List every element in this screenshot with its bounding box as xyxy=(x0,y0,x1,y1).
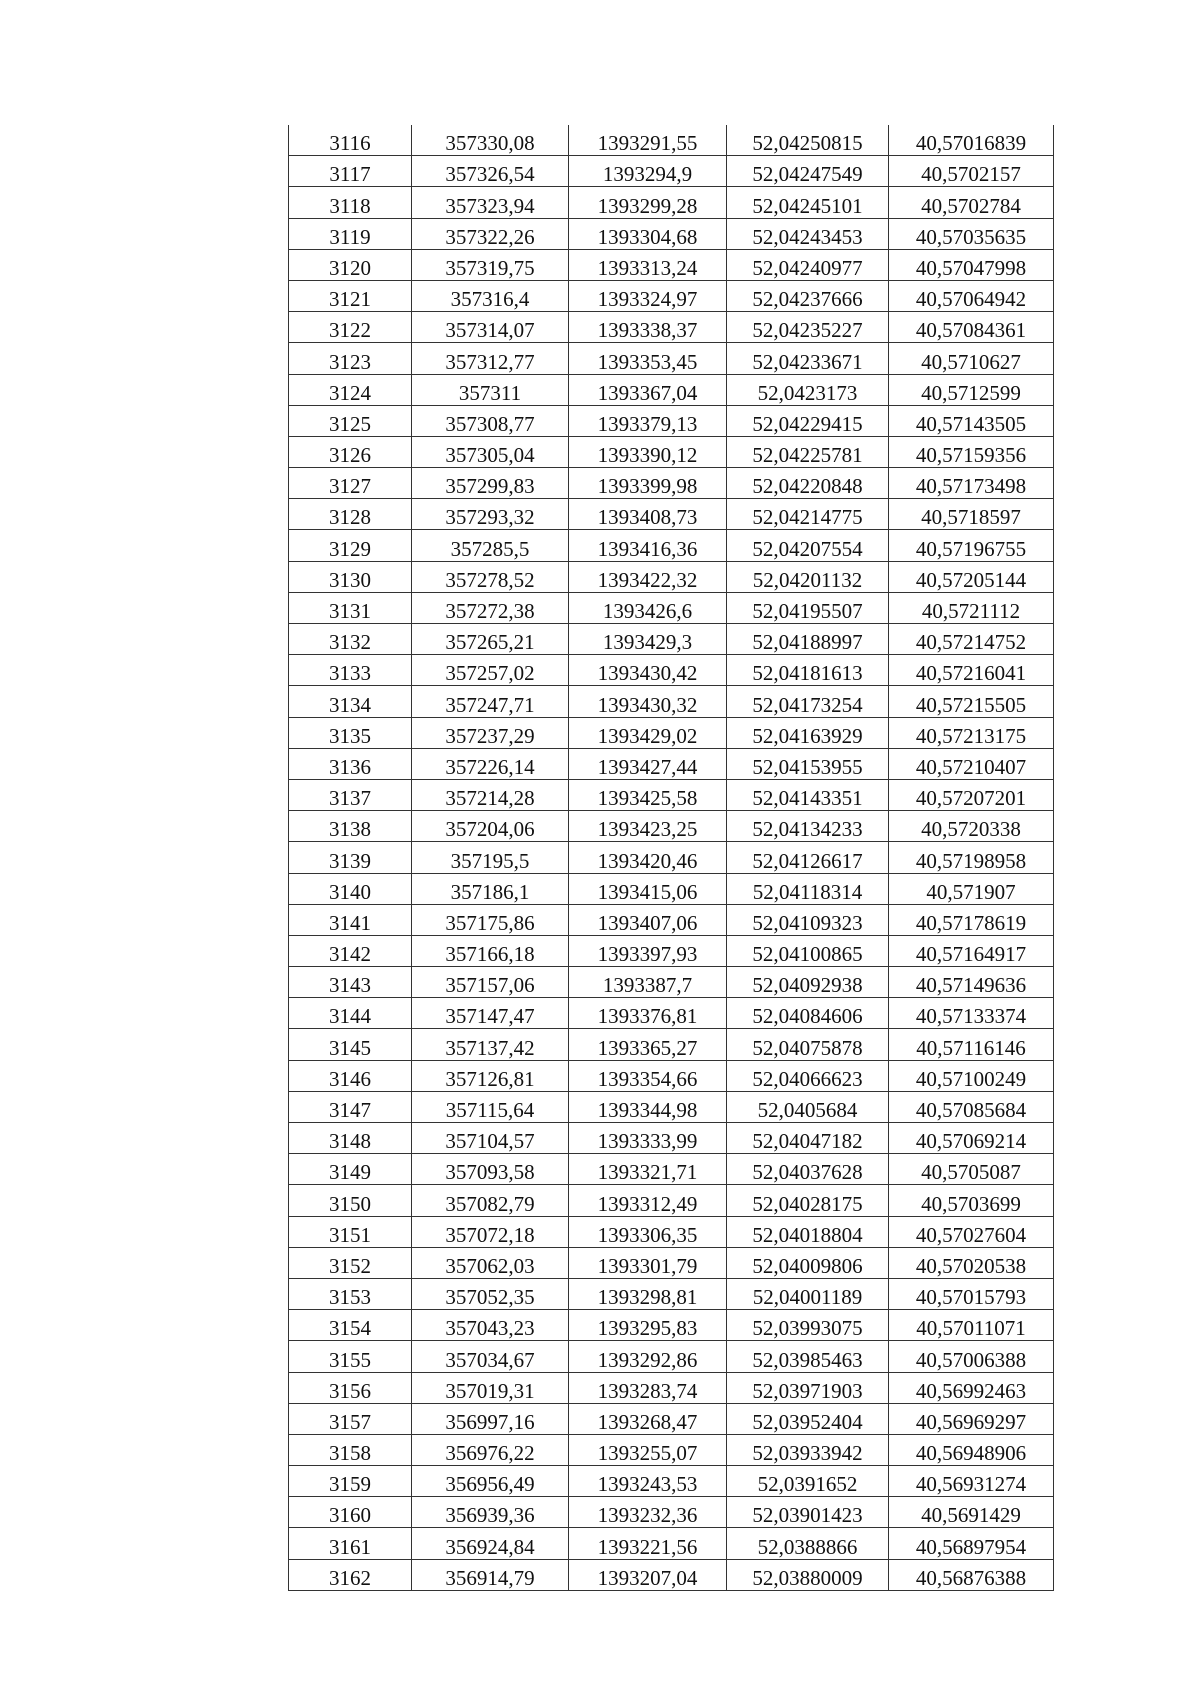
x-coordinate-cell: 356924,84 xyxy=(412,1528,569,1559)
point-number-cell: 3124 xyxy=(289,374,412,405)
point-number-cell: 3128 xyxy=(289,499,412,530)
latitude-cell: 52,04018804 xyxy=(727,1216,889,1247)
table-row xyxy=(289,1060,1054,1091)
x-coordinate-cell: 357186,1 xyxy=(412,873,569,904)
longitude-cell: 40,57214752 xyxy=(889,624,1054,655)
longitude-cell: 40,57084361 xyxy=(889,312,1054,343)
y-coordinate-cell: 1393416,36 xyxy=(569,530,727,561)
table-row xyxy=(289,280,1054,311)
point-number-cell: 3117 xyxy=(289,156,412,187)
longitude-cell: 40,5703699 xyxy=(889,1185,1054,1216)
table-row xyxy=(289,187,1054,218)
point-number-cell: 3152 xyxy=(289,1247,412,1278)
latitude-cell: 52,04037628 xyxy=(727,1154,889,1185)
point-number-cell: 3140 xyxy=(289,873,412,904)
latitude-cell: 52,04243453 xyxy=(727,218,889,249)
point-number-cell: 3126 xyxy=(289,436,412,467)
table-row xyxy=(289,405,1054,436)
y-coordinate-cell: 1393429,3 xyxy=(569,624,727,655)
point-number-cell: 3119 xyxy=(289,218,412,249)
point-number-cell: 3123 xyxy=(289,343,412,374)
y-coordinate-cell: 1393415,06 xyxy=(569,873,727,904)
table-row xyxy=(289,156,1054,187)
longitude-cell: 40,57178619 xyxy=(889,904,1054,935)
longitude-cell: 40,5702157 xyxy=(889,156,1054,187)
latitude-cell: 52,04066623 xyxy=(727,1060,889,1091)
latitude-cell: 52,04220848 xyxy=(727,468,889,499)
y-coordinate-cell: 1393426,6 xyxy=(569,592,727,623)
latitude-cell: 52,04237666 xyxy=(727,280,889,311)
x-coordinate-cell: 357312,77 xyxy=(412,343,569,374)
latitude-cell: 52,03901423 xyxy=(727,1497,889,1528)
table-row xyxy=(289,1434,1054,1465)
table-row xyxy=(289,655,1054,686)
point-number-cell: 3148 xyxy=(289,1123,412,1154)
x-coordinate-cell: 357226,14 xyxy=(412,748,569,779)
x-coordinate-cell: 357316,4 xyxy=(412,280,569,311)
table-row xyxy=(289,935,1054,966)
point-number-cell: 3145 xyxy=(289,1029,412,1060)
table-row xyxy=(289,1466,1054,1497)
x-coordinate-cell: 357093,58 xyxy=(412,1154,569,1185)
point-number-cell: 3120 xyxy=(289,249,412,280)
y-coordinate-cell: 1393292,86 xyxy=(569,1341,727,1372)
x-coordinate-cell: 357326,54 xyxy=(412,156,569,187)
x-coordinate-cell: 357308,77 xyxy=(412,405,569,436)
x-coordinate-cell: 356914,79 xyxy=(412,1559,569,1590)
y-coordinate-cell: 1393243,53 xyxy=(569,1466,727,1497)
longitude-cell: 40,57011071 xyxy=(889,1310,1054,1341)
latitude-cell: 52,04118314 xyxy=(727,873,889,904)
latitude-cell: 52,04181613 xyxy=(727,655,889,686)
latitude-cell: 52,04201132 xyxy=(727,561,889,592)
y-coordinate-cell: 1393294,9 xyxy=(569,156,727,187)
table-row xyxy=(289,811,1054,842)
longitude-cell: 40,56931274 xyxy=(889,1466,1054,1497)
longitude-cell: 40,57149636 xyxy=(889,967,1054,998)
table-row xyxy=(289,374,1054,405)
x-coordinate-cell: 357072,18 xyxy=(412,1216,569,1247)
latitude-cell: 52,04225781 xyxy=(727,436,889,467)
y-coordinate-cell: 1393232,36 xyxy=(569,1497,727,1528)
x-coordinate-cell: 357019,31 xyxy=(412,1372,569,1403)
table-row xyxy=(289,1154,1054,1185)
table-row xyxy=(289,249,1054,280)
longitude-cell: 40,57027604 xyxy=(889,1216,1054,1247)
table-row xyxy=(289,436,1054,467)
longitude-cell: 40,5705087 xyxy=(889,1154,1054,1185)
x-coordinate-cell: 357115,64 xyxy=(412,1091,569,1122)
point-number-cell: 3151 xyxy=(289,1216,412,1247)
latitude-cell: 52,04001189 xyxy=(727,1278,889,1309)
table-row xyxy=(289,1341,1054,1372)
x-coordinate-cell: 357195,5 xyxy=(412,842,569,873)
longitude-cell: 40,57207201 xyxy=(889,779,1054,810)
y-coordinate-cell: 1393255,07 xyxy=(569,1434,727,1465)
table-row xyxy=(289,779,1054,810)
longitude-cell: 40,57143505 xyxy=(889,405,1054,436)
x-coordinate-cell: 357247,71 xyxy=(412,686,569,717)
point-number-cell: 3121 xyxy=(289,280,412,311)
y-coordinate-cell: 1393407,06 xyxy=(569,904,727,935)
latitude-cell: 52,04163929 xyxy=(727,717,889,748)
longitude-cell: 40,57198958 xyxy=(889,842,1054,873)
table-row xyxy=(289,717,1054,748)
point-number-cell: 3158 xyxy=(289,1434,412,1465)
y-coordinate-cell: 1393425,58 xyxy=(569,779,727,810)
latitude-cell: 52,04075878 xyxy=(727,1029,889,1060)
y-coordinate-cell: 1393344,98 xyxy=(569,1091,727,1122)
y-coordinate-cell: 1393321,71 xyxy=(569,1154,727,1185)
point-number-cell: 3135 xyxy=(289,717,412,748)
point-number-cell: 3116 xyxy=(289,125,412,156)
longitude-cell: 40,56897954 xyxy=(889,1528,1054,1559)
coordinate-table xyxy=(288,125,1054,1591)
x-coordinate-cell: 357265,21 xyxy=(412,624,569,655)
table-row xyxy=(289,842,1054,873)
table-row xyxy=(289,561,1054,592)
y-coordinate-cell: 1393301,79 xyxy=(569,1247,727,1278)
latitude-cell: 52,04153955 xyxy=(727,748,889,779)
y-coordinate-cell: 1393333,99 xyxy=(569,1123,727,1154)
point-number-cell: 3147 xyxy=(289,1091,412,1122)
x-coordinate-cell: 357082,79 xyxy=(412,1185,569,1216)
point-number-cell: 3132 xyxy=(289,624,412,655)
longitude-cell: 40,57215505 xyxy=(889,686,1054,717)
point-number-cell: 3156 xyxy=(289,1372,412,1403)
point-number-cell: 3159 xyxy=(289,1466,412,1497)
longitude-cell: 40,56969297 xyxy=(889,1403,1054,1434)
longitude-cell: 40,5691429 xyxy=(889,1497,1054,1528)
y-coordinate-cell: 1393298,81 xyxy=(569,1278,727,1309)
y-coordinate-cell: 1393423,25 xyxy=(569,811,727,842)
latitude-cell: 52,04028175 xyxy=(727,1185,889,1216)
table-row xyxy=(289,1559,1054,1590)
latitude-cell: 52,04100865 xyxy=(727,935,889,966)
x-coordinate-cell: 357104,57 xyxy=(412,1123,569,1154)
y-coordinate-cell: 1393306,35 xyxy=(569,1216,727,1247)
point-number-cell: 3162 xyxy=(289,1559,412,1590)
x-coordinate-cell: 357137,42 xyxy=(412,1029,569,1060)
x-coordinate-cell: 357311 xyxy=(412,374,569,405)
table-row xyxy=(289,1185,1054,1216)
x-coordinate-cell: 357043,23 xyxy=(412,1310,569,1341)
x-coordinate-cell: 357166,18 xyxy=(412,935,569,966)
y-coordinate-cell: 1393430,32 xyxy=(569,686,727,717)
y-coordinate-cell: 1393367,04 xyxy=(569,374,727,405)
y-coordinate-cell: 1393299,28 xyxy=(569,187,727,218)
x-coordinate-cell: 357126,81 xyxy=(412,1060,569,1091)
x-coordinate-cell: 357204,06 xyxy=(412,811,569,842)
latitude-cell: 52,04047182 xyxy=(727,1123,889,1154)
y-coordinate-cell: 1393304,68 xyxy=(569,218,727,249)
y-coordinate-cell: 1393295,83 xyxy=(569,1310,727,1341)
y-coordinate-cell: 1393207,04 xyxy=(569,1559,727,1590)
x-coordinate-cell: 356997,16 xyxy=(412,1403,569,1434)
table-row xyxy=(289,125,1054,156)
latitude-cell: 52,04240977 xyxy=(727,249,889,280)
latitude-cell: 52,03971903 xyxy=(727,1372,889,1403)
y-coordinate-cell: 1393390,12 xyxy=(569,436,727,467)
latitude-cell: 52,04188997 xyxy=(727,624,889,655)
x-coordinate-cell: 357293,32 xyxy=(412,499,569,530)
x-coordinate-cell: 357157,06 xyxy=(412,967,569,998)
latitude-cell: 52,04247549 xyxy=(727,156,889,187)
point-number-cell: 3157 xyxy=(289,1403,412,1434)
y-coordinate-cell: 1393283,74 xyxy=(569,1372,727,1403)
point-number-cell: 3129 xyxy=(289,530,412,561)
longitude-cell: 40,57064942 xyxy=(889,280,1054,311)
point-number-cell: 3161 xyxy=(289,1528,412,1559)
longitude-cell: 40,56948906 xyxy=(889,1434,1054,1465)
x-coordinate-cell: 357052,35 xyxy=(412,1278,569,1309)
point-number-cell: 3154 xyxy=(289,1310,412,1341)
point-number-cell: 3138 xyxy=(289,811,412,842)
x-coordinate-cell: 356939,36 xyxy=(412,1497,569,1528)
table-row xyxy=(289,1310,1054,1341)
x-coordinate-cell: 357272,38 xyxy=(412,592,569,623)
latitude-cell: 52,04109323 xyxy=(727,904,889,935)
table-row xyxy=(289,967,1054,998)
table-row xyxy=(289,312,1054,343)
latitude-cell: 52,03985463 xyxy=(727,1341,889,1372)
point-number-cell: 3134 xyxy=(289,686,412,717)
x-coordinate-cell: 357299,83 xyxy=(412,468,569,499)
coordinate-table-body xyxy=(289,125,1054,1590)
y-coordinate-cell: 1393312,49 xyxy=(569,1185,727,1216)
x-coordinate-cell: 357305,04 xyxy=(412,436,569,467)
point-number-cell: 3139 xyxy=(289,842,412,873)
latitude-cell: 52,04084606 xyxy=(727,998,889,1029)
point-number-cell: 3149 xyxy=(289,1154,412,1185)
y-coordinate-cell: 1393420,46 xyxy=(569,842,727,873)
y-coordinate-cell: 1393429,02 xyxy=(569,717,727,748)
table-row xyxy=(289,998,1054,1029)
y-coordinate-cell: 1393221,56 xyxy=(569,1528,727,1559)
y-coordinate-cell: 1393387,7 xyxy=(569,967,727,998)
longitude-cell: 40,56992463 xyxy=(889,1372,1054,1403)
point-number-cell: 3127 xyxy=(289,468,412,499)
table-row xyxy=(289,1123,1054,1154)
latitude-cell: 52,04233671 xyxy=(727,343,889,374)
table-row xyxy=(289,218,1054,249)
x-coordinate-cell: 357237,29 xyxy=(412,717,569,748)
table-row xyxy=(289,1247,1054,1278)
table-row xyxy=(289,1372,1054,1403)
latitude-cell: 52,04250815 xyxy=(727,125,889,156)
table-row xyxy=(289,1403,1054,1434)
point-number-cell: 3130 xyxy=(289,561,412,592)
table-row xyxy=(289,592,1054,623)
point-number-cell: 3118 xyxy=(289,187,412,218)
longitude-cell: 40,57133374 xyxy=(889,998,1054,1029)
longitude-cell: 40,57035635 xyxy=(889,218,1054,249)
y-coordinate-cell: 1393379,13 xyxy=(569,405,727,436)
longitude-cell: 40,57213175 xyxy=(889,717,1054,748)
x-coordinate-cell: 357257,02 xyxy=(412,655,569,686)
latitude-cell: 52,04245101 xyxy=(727,187,889,218)
x-coordinate-cell: 357285,5 xyxy=(412,530,569,561)
x-coordinate-cell: 357034,67 xyxy=(412,1341,569,1372)
x-coordinate-cell: 357147,47 xyxy=(412,998,569,1029)
longitude-cell: 40,5721112 xyxy=(889,592,1054,623)
x-coordinate-cell: 357322,26 xyxy=(412,218,569,249)
latitude-cell: 52,03952404 xyxy=(727,1403,889,1434)
table-row xyxy=(289,1091,1054,1122)
y-coordinate-cell: 1393324,97 xyxy=(569,280,727,311)
longitude-cell: 40,56876388 xyxy=(889,1559,1054,1590)
y-coordinate-cell: 1393291,55 xyxy=(569,125,727,156)
latitude-cell: 52,04229415 xyxy=(727,405,889,436)
latitude-cell: 52,04143351 xyxy=(727,779,889,810)
table-row xyxy=(289,1216,1054,1247)
point-number-cell: 3146 xyxy=(289,1060,412,1091)
y-coordinate-cell: 1393427,44 xyxy=(569,748,727,779)
point-number-cell: 3144 xyxy=(289,998,412,1029)
point-number-cell: 3160 xyxy=(289,1497,412,1528)
point-number-cell: 3141 xyxy=(289,904,412,935)
latitude-cell: 52,04092938 xyxy=(727,967,889,998)
table-row xyxy=(289,499,1054,530)
point-number-cell: 3153 xyxy=(289,1278,412,1309)
y-coordinate-cell: 1393408,73 xyxy=(569,499,727,530)
longitude-cell: 40,57210407 xyxy=(889,748,1054,779)
table-row xyxy=(289,904,1054,935)
longitude-cell: 40,571907 xyxy=(889,873,1054,904)
y-coordinate-cell: 1393313,24 xyxy=(569,249,727,280)
x-coordinate-cell: 357323,94 xyxy=(412,187,569,218)
x-coordinate-cell: 357214,28 xyxy=(412,779,569,810)
y-coordinate-cell: 1393353,45 xyxy=(569,343,727,374)
y-coordinate-cell: 1393399,98 xyxy=(569,468,727,499)
latitude-cell: 52,0388866 xyxy=(727,1528,889,1559)
y-coordinate-cell: 1393430,42 xyxy=(569,655,727,686)
table-row xyxy=(289,530,1054,561)
y-coordinate-cell: 1393268,47 xyxy=(569,1403,727,1434)
latitude-cell: 52,03993075 xyxy=(727,1310,889,1341)
latitude-cell: 52,04173254 xyxy=(727,686,889,717)
latitude-cell: 52,04195507 xyxy=(727,592,889,623)
point-number-cell: 3142 xyxy=(289,935,412,966)
x-coordinate-cell: 357062,03 xyxy=(412,1247,569,1278)
point-number-cell: 3155 xyxy=(289,1341,412,1372)
table-row xyxy=(289,1278,1054,1309)
longitude-cell: 40,57100249 xyxy=(889,1060,1054,1091)
longitude-cell: 40,57173498 xyxy=(889,468,1054,499)
longitude-cell: 40,57159356 xyxy=(889,436,1054,467)
x-coordinate-cell: 357330,08 xyxy=(412,125,569,156)
longitude-cell: 40,57205144 xyxy=(889,561,1054,592)
longitude-cell: 40,57216041 xyxy=(889,655,1054,686)
y-coordinate-cell: 1393397,93 xyxy=(569,935,727,966)
x-coordinate-cell: 357278,52 xyxy=(412,561,569,592)
point-number-cell: 3131 xyxy=(289,592,412,623)
longitude-cell: 40,57196755 xyxy=(889,530,1054,561)
table-row xyxy=(289,1528,1054,1559)
x-coordinate-cell: 357314,07 xyxy=(412,312,569,343)
longitude-cell: 40,5702784 xyxy=(889,187,1054,218)
point-number-cell: 3137 xyxy=(289,779,412,810)
table-row xyxy=(289,468,1054,499)
latitude-cell: 52,04009806 xyxy=(727,1247,889,1278)
x-coordinate-cell: 356976,22 xyxy=(412,1434,569,1465)
x-coordinate-cell: 356956,49 xyxy=(412,1466,569,1497)
latitude-cell: 52,04126617 xyxy=(727,842,889,873)
latitude-cell: 52,03880009 xyxy=(727,1559,889,1590)
longitude-cell: 40,5712599 xyxy=(889,374,1054,405)
point-number-cell: 3125 xyxy=(289,405,412,436)
longitude-cell: 40,5720338 xyxy=(889,811,1054,842)
y-coordinate-cell: 1393365,27 xyxy=(569,1029,727,1060)
x-coordinate-cell: 357175,86 xyxy=(412,904,569,935)
latitude-cell: 52,04134233 xyxy=(727,811,889,842)
table-row xyxy=(289,1029,1054,1060)
table-row xyxy=(289,873,1054,904)
longitude-cell: 40,57016839 xyxy=(889,125,1054,156)
y-coordinate-cell: 1393376,81 xyxy=(569,998,727,1029)
point-number-cell: 3136 xyxy=(289,748,412,779)
longitude-cell: 40,57020538 xyxy=(889,1247,1054,1278)
latitude-cell: 52,0391652 xyxy=(727,1466,889,1497)
longitude-cell: 40,57047998 xyxy=(889,249,1054,280)
x-coordinate-cell: 357319,75 xyxy=(412,249,569,280)
y-coordinate-cell: 1393422,32 xyxy=(569,561,727,592)
table-row xyxy=(289,686,1054,717)
latitude-cell: 52,0405684 xyxy=(727,1091,889,1122)
latitude-cell: 52,04235227 xyxy=(727,312,889,343)
point-number-cell: 3150 xyxy=(289,1185,412,1216)
longitude-cell: 40,57006388 xyxy=(889,1341,1054,1372)
longitude-cell: 40,57085684 xyxy=(889,1091,1054,1122)
y-coordinate-cell: 1393338,37 xyxy=(569,312,727,343)
longitude-cell: 40,57164917 xyxy=(889,935,1054,966)
table-row xyxy=(289,624,1054,655)
table-row xyxy=(289,1497,1054,1528)
longitude-cell: 40,5710627 xyxy=(889,343,1054,374)
longitude-cell: 40,57069214 xyxy=(889,1123,1054,1154)
longitude-cell: 40,57116146 xyxy=(889,1029,1054,1060)
longitude-cell: 40,57015793 xyxy=(889,1278,1054,1309)
latitude-cell: 52,0423173 xyxy=(727,374,889,405)
longitude-cell: 40,5718597 xyxy=(889,499,1054,530)
latitude-cell: 52,04214775 xyxy=(727,499,889,530)
table-row xyxy=(289,748,1054,779)
latitude-cell: 52,04207554 xyxy=(727,530,889,561)
table-row xyxy=(289,343,1054,374)
point-number-cell: 3122 xyxy=(289,312,412,343)
point-number-cell: 3143 xyxy=(289,967,412,998)
latitude-cell: 52,03933942 xyxy=(727,1434,889,1465)
point-number-cell: 3133 xyxy=(289,655,412,686)
y-coordinate-cell: 1393354,66 xyxy=(569,1060,727,1091)
